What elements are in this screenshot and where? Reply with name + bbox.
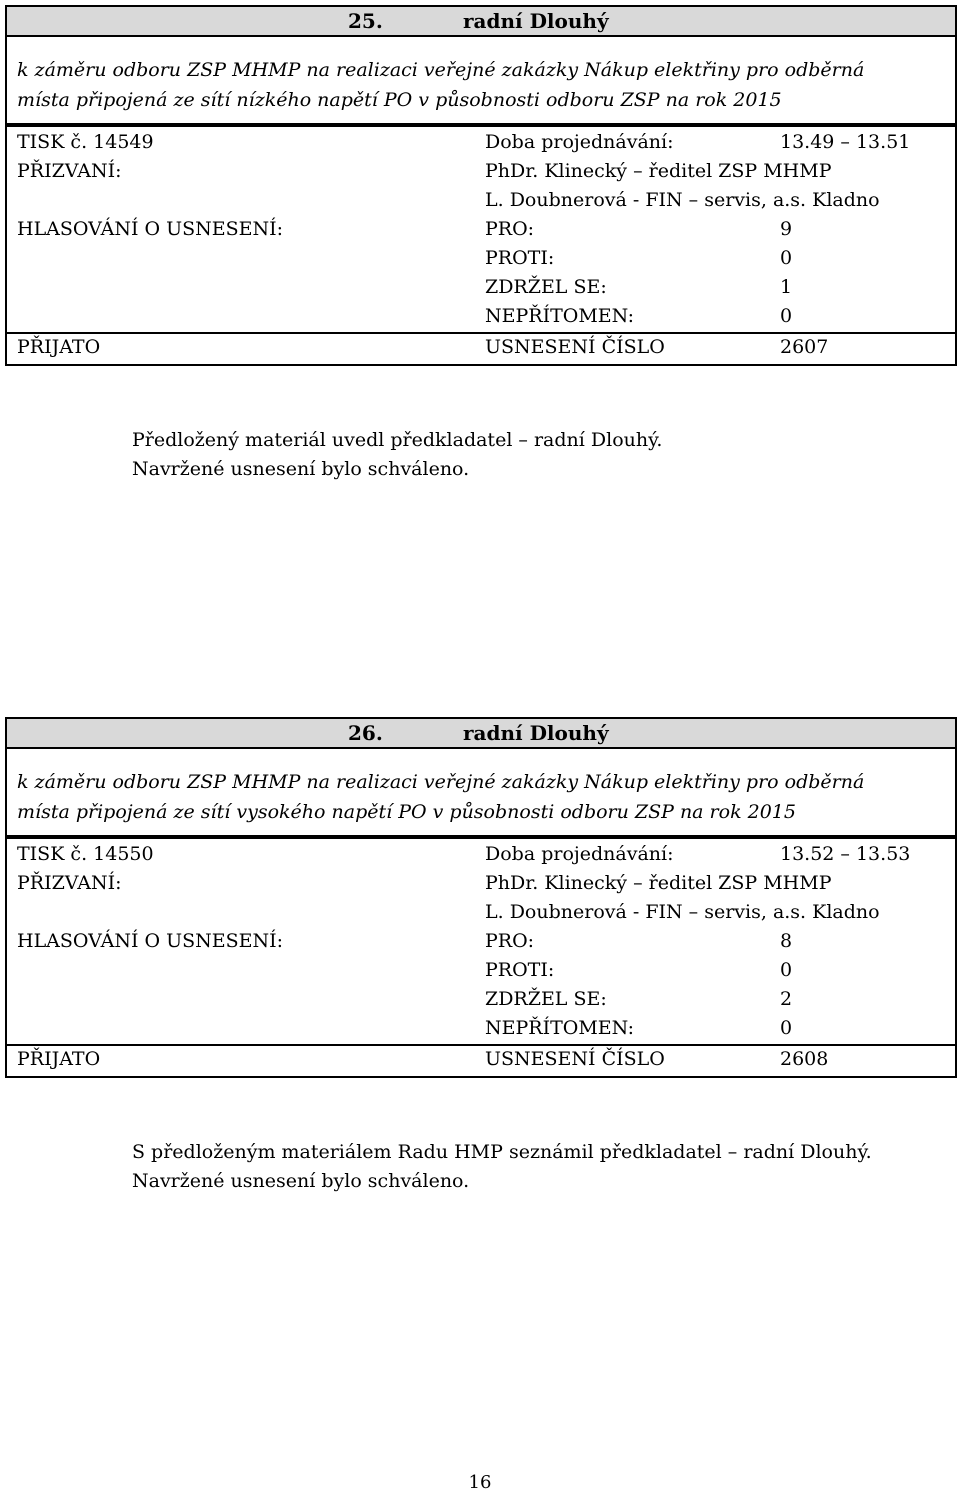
tisk-label: TISK č. 14550 — [17, 843, 154, 865]
agenda-item-25 — [5, 5, 957, 366]
prizvani-label: PŘIZVANÍ: — [17, 872, 122, 894]
zdrzel-label: ZDRŽEL SE: — [485, 276, 607, 298]
result-label: PŘIJATO — [17, 336, 101, 358]
proti-value: 0 — [780, 247, 793, 269]
agenda-item-26 — [5, 717, 957, 1078]
usneseni-value: 2608 — [780, 1048, 829, 1070]
item-speaker: radní Dlouhý — [463, 9, 609, 33]
proti-label: PROTI: — [485, 247, 555, 269]
result-label: PŘIJATO — [17, 1048, 101, 1070]
item-info — [5, 125, 957, 366]
prizvani-1: PhDr. Klinecký – ředitel ZSP MHMP — [485, 160, 832, 182]
usneseni-label: USNESENÍ ČÍSLO — [485, 1048, 665, 1070]
pro-value: 8 — [780, 930, 793, 952]
pro-label: PRO: — [485, 218, 535, 240]
item-header — [5, 5, 957, 37]
item-note-26 — [132, 1138, 872, 1196]
pro-value: 9 — [780, 218, 793, 240]
prizvani-2: L. Doubnerová - FIN – servis, a.s. Kladno — [485, 901, 880, 923]
nepritomen-label: NEPŘÍTOMEN: — [485, 305, 635, 327]
hlasovani-label: HLASOVÁNÍ O USNESENÍ: — [17, 218, 284, 240]
nepritomen-value: 0 — [780, 305, 793, 327]
item-header — [5, 717, 957, 749]
tisk-label: TISK č. 14549 — [17, 131, 154, 153]
note-line-1: S předloženým materiálem Radu HMP seznámil předkladatel – radní Dlouhý. — [132, 1141, 872, 1163]
item-number: 26. — [348, 721, 383, 745]
item-note-25 — [132, 426, 662, 484]
prizvani-1: PhDr. Klinecký – ředitel ZSP MHMP — [485, 872, 832, 894]
pro-label: PRO: — [485, 930, 535, 952]
doba-label: Doba projednávání: — [485, 843, 674, 865]
prizvani-2: L. Doubnerová - FIN – servis, a.s. Kladno — [485, 189, 880, 211]
note-line-2: Navržené usnesení bylo schváleno. — [132, 1170, 470, 1192]
item-speaker: radní Dlouhý — [463, 721, 609, 745]
note-line-1: Předložený materiál uvedl předkladatel – radní Dlouhý. — [132, 429, 663, 451]
subject-line-1: k záměru odboru ZSP MHMP na realizaci veřejné zakázky Nákup elektřiny pro odběrná — [17, 59, 865, 81]
proti-value: 0 — [780, 959, 793, 981]
hlasovani-label: HLASOVÁNÍ O USNESENÍ: — [17, 930, 284, 952]
doba-label: Doba projednávání: — [485, 131, 674, 153]
zdrzel-value: 2 — [780, 988, 793, 1010]
zdrzel-value: 1 — [780, 276, 793, 298]
item-subject — [5, 37, 957, 125]
item-number: 25. — [348, 9, 383, 33]
subject-line-2: místa připojená ze sítí vysokého napětí PO v působnosti odboru ZSP na rok 2015 — [17, 801, 796, 823]
subject-line-1: k záměru odboru ZSP MHMP na realizaci veřejné zakázky Nákup elektřiny pro odběrná — [17, 771, 865, 793]
prizvani-label: PŘIZVANÍ: — [17, 160, 122, 182]
item-info — [5, 837, 957, 1078]
nepritomen-label: NEPŘÍTOMEN: — [485, 1017, 635, 1039]
doba-value: 13.52 – 13.53 — [780, 843, 911, 865]
usneseni-label: USNESENÍ ČÍSLO — [485, 336, 665, 358]
item-subject — [5, 749, 957, 837]
page-number: 16 — [468, 1472, 492, 1493]
nepritomen-value: 0 — [780, 1017, 793, 1039]
zdrzel-label: ZDRŽEL SE: — [485, 988, 607, 1010]
doba-value: 13.49 – 13.51 — [780, 131, 911, 153]
usneseni-value: 2607 — [780, 336, 829, 358]
proti-label: PROTI: — [485, 959, 555, 981]
subject-line-2: místa připojená ze sítí nízkého napětí PO v působnosti odboru ZSP na rok 2015 — [17, 89, 782, 111]
note-line-2: Navržené usnesení bylo schváleno. — [132, 458, 470, 480]
